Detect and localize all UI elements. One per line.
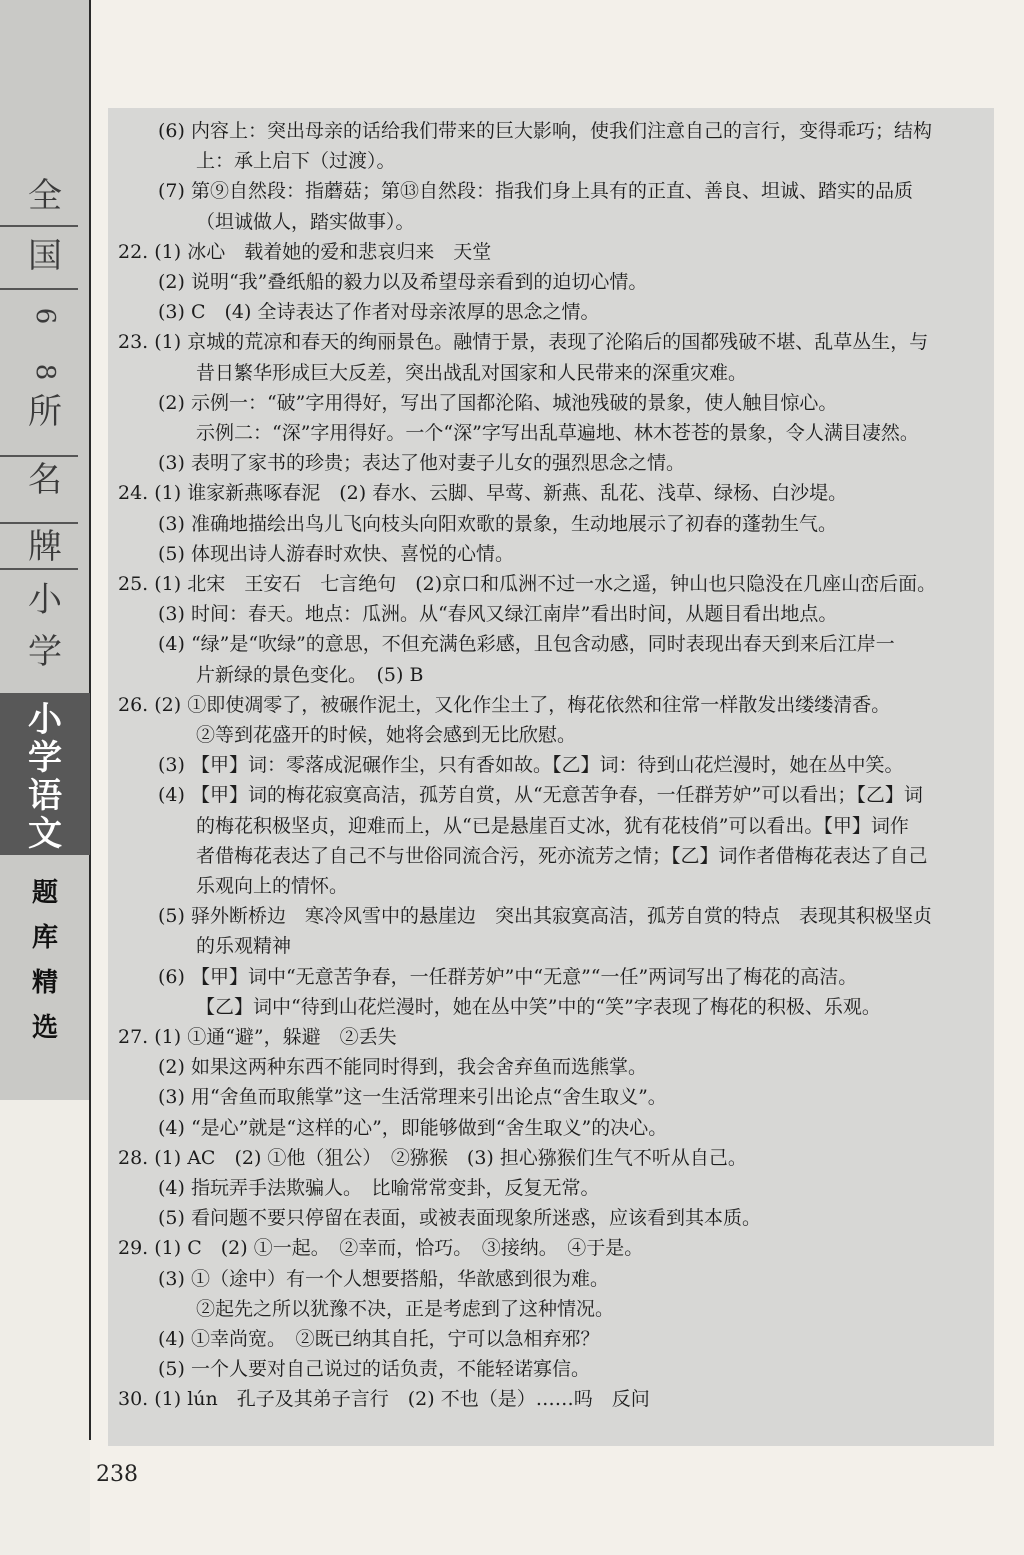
- answer-line: 22. (1) 冰心 载着她的爱和悲哀归来 天堂: [118, 240, 492, 263]
- answer-line: (3) 【甲】词：零落成泥碾作尘，只有香如故。【乙】词：待到山花烂漫时，她在丛中笑。: [158, 754, 904, 777]
- answer-line: ②起先之所以犹豫不决，正是考虑到了这种情况。: [196, 1297, 615, 1320]
- answer-line: (3) 用“舍鱼而取熊掌”这一生活常理来引出论点“舍生取义”。: [158, 1086, 667, 1109]
- answer-line: ②等到花盛开的时候，她将会感到无比欣慰。: [196, 724, 577, 746]
- answer-line: 28. (1) AC (2) ①他（狙公） ②猕猴 (3) 担心猕猴们生气不听从自己。: [118, 1146, 747, 1169]
- answer-line: 乐观向上的情怀。: [196, 875, 349, 897]
- section-title-char: 库: [31, 923, 58, 953]
- answer-line: 【乙】词中“待到山花烂漫时，她在丛中笑”中的“笑”字表现了梅花的积极、乐观。: [196, 995, 881, 1018]
- answer-line: (2) 说明“我”叠纸船的毅力以及希望母亲看到的迫切心情。: [158, 271, 648, 293]
- answer-line: (7) 第⑨自然段：指蘑菇；第⑬自然段：指我们身上具有的正直、善良、坦诚、踏实的品质: [158, 180, 913, 203]
- answer-line: (4) “是心”就是“这样的心”，即能够做到“舍生取义”的决心。: [158, 1116, 668, 1139]
- section-title-char: 精: [31, 968, 58, 998]
- answer-line: (3) 表明了家书的珍贵；表达了他对妻子儿女的强烈思念之情。: [158, 452, 685, 475]
- answer-line: 的乐观精神: [196, 935, 292, 958]
- answer-line: (5) 看问题不要只停留在表面，或被表面现象所迷惑，应该看到其本质。: [158, 1207, 761, 1230]
- section-title-char: 选: [31, 1013, 58, 1043]
- answer-line: (5) 驿外断桥边 寒冷风雪中的悬崖边 突出其寂寞高洁，孤芳自赏的特点 表现其积极坚贞: [158, 905, 932, 928]
- sidebar-divider: [0, 455, 78, 457]
- series-title-char: 国: [28, 236, 62, 276]
- answer-line: (5) 体现出诗人游春时欢快、喜悦的心情。: [158, 542, 514, 565]
- page-number: 238: [96, 1462, 138, 1487]
- subject-title-char: 小: [28, 700, 62, 740]
- series-title-char: 牌: [28, 527, 62, 567]
- answer-line: (2) 如果这两种东西不能同时得到，我会舍弃鱼而选熊掌。: [158, 1056, 647, 1079]
- subject-title-char: 学: [28, 738, 62, 778]
- answer-panel: [108, 108, 994, 1446]
- series-title-char: 小: [28, 580, 62, 620]
- answer-line: 者借梅花表达了自己不与世俗同流合污，死亦流芳之情；【乙】词作者借梅花表达了自己: [196, 844, 928, 867]
- answer-line: 29. (1) C (2) ①一起。 ②幸而，恰巧。 ③接纳。 ④于是。: [118, 1237, 644, 1260]
- section-title-char: 题: [31, 878, 58, 908]
- subject-title-char: 文: [28, 814, 62, 854]
- answer-line: 片新绿的景色变化。 (5) B: [196, 663, 424, 686]
- answer-line: (4) “绿”是“吹绿”的意思，不但充满色彩感，且包含动感，同时表现出春天到来后江岸一: [158, 633, 895, 656]
- answer-line: （坦诚做人，踏实做事）。: [196, 210, 415, 233]
- answer-line: (5) 一个人要对自己说过的话负责，不能轻诺寡信。: [158, 1358, 590, 1381]
- sidebar-divider: [0, 288, 78, 290]
- series-title-char: 学: [28, 632, 62, 672]
- series-title-char: 所: [28, 392, 62, 432]
- answer-line: (4) 指玩弄手法欺骗人。 比喻常常变卦，反复无常。: [158, 1177, 600, 1199]
- answer-line: 23. (1) 京城的荒凉和春天的绚丽景色。融情于景，表现了沦陷后的国都残破不堪、乱草丛生，与: [118, 331, 929, 354]
- answer-line: 26. (2) ①即使凋零了，被碾作泥土，又化作尘土了，梅花依然和往常一样散发出缕缕清香。: [118, 693, 891, 716]
- answer-line: 30. (1) lún 孔子及其弟子言行 (2) 不也（是）……吗 反问: [118, 1388, 650, 1411]
- series-title-char: 8: [30, 363, 60, 381]
- answer-line: 24. (1) 谁家新燕啄春泥 (2) 春水、云脚、早莺、新燕、乱花、浅草、绿杨、白沙堤。: [118, 482, 848, 505]
- answer-line: (6) 【甲】词中“无意苦争春，一任群芳妒”中“无意”“一任”两词写出了梅花的高洁。: [158, 965, 858, 988]
- answer-line: (2) 示例一：“破”字用得好，写出了国都沦陷、城池残破的景象，使人触目惊心。: [158, 391, 838, 414]
- answer-line: 昔日繁华形成巨大反差，突出战乱对国家和人民带来的深重灾难。: [196, 361, 748, 384]
- series-title-char: 全: [28, 176, 62, 216]
- sidebar-divider: [0, 522, 78, 524]
- answer-line: 上：承上启下（过渡）。: [196, 150, 396, 173]
- series-title-char: 6: [30, 307, 60, 325]
- answer-line: (3) 时间：春天。地点：瓜洲。从“春风又绿江南岸”看出时间，从题目看出地点。: [158, 603, 838, 626]
- sidebar-divider: [0, 225, 78, 227]
- answer-line: 27. (1) ①通“避”，躲避 ②丢失: [118, 1026, 397, 1048]
- answer-line: (6) 内容上：突出母亲的话给我们带来的巨大影响，使我们注意自己的言行，变得乖巧；结构: [158, 120, 932, 142]
- answer-line: (4) 【甲】词的梅花寂寞高洁，孤芳自赏，从“无意苦争春，一任群芳妒”可以看出；【乙】词: [158, 784, 923, 807]
- sidebar-divider: [0, 568, 78, 570]
- answer-line: 25. (1) 北宋 王安石 七言绝句 (2)京口和瓜洲不过一水之遥，钟山也只隐没在几座山峦后面。: [118, 573, 937, 595]
- series-title-char: 名: [28, 460, 62, 500]
- answer-line: (3) C (4) 全诗表达了作者对母亲浓厚的思念之情。: [158, 301, 600, 324]
- answer-line: (4) ①幸尚宽。 ②既已纳其自托，宁可以急相弃邪？: [158, 1328, 600, 1350]
- answer-line: 示例二：“深”字用得好。一个“深”字写出乱草遍地、林木苍苍的景象，令人满目凄然。: [196, 422, 919, 444]
- answer-line: (3) ①（途中）有一个人想要搭船，华歆感到很为难。: [158, 1267, 609, 1290]
- answer-line: 的梅花积极坚贞，迎难而上，从“已是悬崖百丈冰，犹有花枝俏”可以看出。【甲】词作: [196, 814, 909, 837]
- subject-title-char: 语: [28, 776, 62, 816]
- answer-line: (3) 准确地描绘出鸟儿飞向枝头向阳欢歌的景象，生动地展示了初春的蓬勃生气。: [158, 512, 837, 535]
